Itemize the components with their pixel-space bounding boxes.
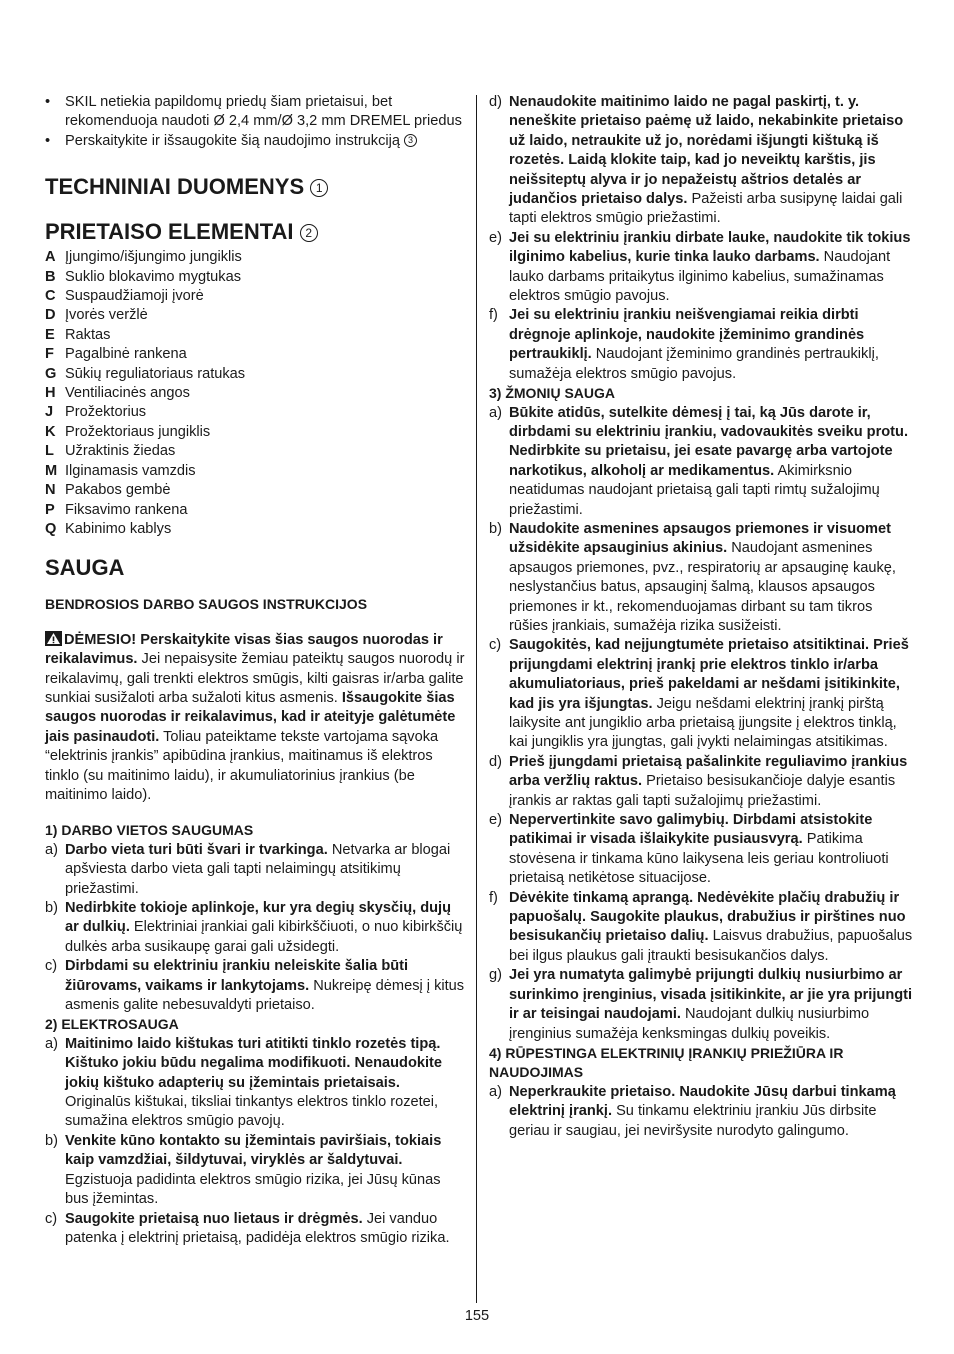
- safety-item: [489, 966, 914, 1044]
- techniniai-heading: [45, 174, 465, 200]
- safety-item: [45, 957, 465, 1015]
- intro-bullet-text: Perskaitykite ir išsaugokite šią naudojimo instrukciją: [65, 132, 400, 149]
- legend-label: Prožektorius: [65, 404, 147, 421]
- item-bold-text: Neperkraukite prietaiso. Naudokite Jūsų darbui tinkamą elektrinį įrankį.: [509, 1083, 896, 1120]
- legend-label: Užraktinis žiedas: [65, 443, 176, 460]
- legend-item: [45, 501, 465, 520]
- legend-item: [45, 462, 465, 481]
- intro-bullet-text: SKIL netiekia papildomų priedų šiam prietaisui, bet rekomenduoja naudoti Ø 2,4 mm/Ø 3,2 mm DREMEL priedus: [65, 94, 462, 130]
- item-bold-text: Saugokite prietaisą nuo lietaus ir drėgmės.: [65, 1210, 363, 1227]
- safety-item: [489, 636, 914, 752]
- safety-item: [489, 753, 914, 811]
- item-text: Akimirksnio neatidumas naudojant prietaisą gali tapti rimtų sužalojimų priežastimi.: [509, 462, 880, 518]
- safety-item: [45, 841, 465, 899]
- legend-item: [45, 306, 465, 325]
- item-text: Prietaiso besisukančioje dalyje esantis įrankis ar raktas gali tapti sužalojimų priežastimi.: [509, 773, 896, 809]
- legend-key: E: [45, 326, 55, 343]
- figure-ref-badge: 1: [310, 179, 328, 197]
- legend-label: Suklio blokavimo mygtukas: [65, 268, 242, 285]
- warning-text-1: Jei nepaisysite žemiau pateiktų saugos nuorodų ir reikalavimų, gali trenkti elektros smūgis, kilti gaisras ir/arba galite sunkiai susižaloti arba sužaloti kitus asmenis.: [45, 651, 465, 706]
- item-text: Egzistuoja padidinta elektros smūgio rizika, jei Jūsų kūnas bus įžemintas.: [65, 1171, 441, 1208]
- legend-key: J: [45, 404, 54, 421]
- warning-bold-1: DĖMESIO! Perskaitykite visas šias saugos nuorodas ir reikalavimus.: [45, 631, 443, 668]
- item-bold-text: Saugokitės, kad neįjungtumėte prietaiso atsitiktinai. Prieš prijungdami elektrinį įrankį prie elektros tinklo ir/arba akumuliatoriaus, prieš pakeldami ar nešdami įsitikinkite, kad jis yra išjungtas.: [509, 637, 909, 712]
- intro-bullet: [45, 132, 465, 151]
- item-text: Naudojant lauko darbams pritaikytus ilginimo kabelius, sumažinamas elektros smūgio pavojus.: [509, 249, 891, 305]
- item-label: f): [489, 889, 498, 906]
- legend-item: [45, 403, 465, 422]
- safety-item: [489, 93, 914, 229]
- elementai-title: PRIETAISO ELEMENTAI: [45, 219, 294, 245]
- legend-label: Kabinimo kablys: [65, 520, 172, 537]
- safety-item: [489, 404, 914, 520]
- legend-key: H: [45, 385, 56, 402]
- safety-item: [489, 811, 914, 889]
- legend-item: [45, 442, 465, 461]
- section3-title: 3) ŽMONIŲ SAUGA: [489, 385, 615, 402]
- legend-label: Ventiliacinės angos: [65, 385, 190, 402]
- legend-key: K: [45, 423, 56, 440]
- item-label: b): [45, 1132, 58, 1149]
- legend-label: Prožektoriaus jungiklis: [65, 423, 211, 440]
- sauga-heading: SAUGA: [45, 555, 125, 581]
- legend-key: F: [45, 346, 54, 363]
- section2-items-right: [489, 93, 914, 384]
- item-bold-text: Būkite atidūs, sutelkite dėmesį į tai, ką Jūs darote ir, dirbdami su elektriniu įrankiu, vadovaukitės sveiku protu. Nedirbkite su prietaisu, jei esate pavargę arba vartojote narkotikus, alkoholį ar medikamentus.: [509, 404, 909, 479]
- legend-label: Pagalbinė rankena: [65, 346, 187, 363]
- item-bold-text: Jei su elektriniu įrankiu neišvengiamai reikia dirbti drėgnoje aplinkoje, naudokite įžeminimo grandinės pertraukiklį.: [509, 307, 865, 363]
- page-number: 155: [464, 1308, 490, 1324]
- item-text: Laisvus drabužius, papuošalus bei ilgus plaukus gali įtraukti besisukančios dalys.: [509, 928, 913, 964]
- item-bold-text: Nedirbkite tokioje aplinkoje, kur yra degių skysčių, dujų ar dulkių.: [65, 900, 452, 936]
- legend-label: Pakabos gembė: [65, 482, 171, 499]
- legend-key: N: [45, 482, 56, 499]
- item-text: Patikima stovėsena ir tinkama kūno laikysena leis geriau kontroliuoti prietaisą netikėtose situacijose.: [509, 831, 889, 887]
- item-bold-text: Dėvėkite tinkamą aprangą. Nedėvėkite plačių drabužių ir papuošalų. Saugokite plaukus, drabužius ir pirštines nuo besisukančių prietaiso dalių.: [509, 889, 906, 945]
- item-label: c): [45, 1210, 58, 1227]
- safety-item: [45, 1210, 465, 1249]
- bullet-dot: •: [45, 94, 51, 110]
- section2-title: 2) ELEKTROSAUGA: [45, 1016, 179, 1033]
- legend-label: Sūkių reguliatoriaus ratukas: [65, 365, 246, 382]
- item-label: c): [45, 958, 58, 975]
- safety-item: [45, 1132, 465, 1210]
- legend-item: [45, 384, 465, 403]
- item-text: Pažeisti arba susipynę laidai gali tapti elektros smūgio priežastimi.: [509, 191, 903, 227]
- item-bold-text: Nepervertinkite savo galimybių. Dirbdami atsistokite patikimai ir visada išlaikykite pusiausvyrą.: [509, 812, 873, 848]
- safety-item: [45, 1035, 465, 1132]
- item-label: c): [489, 637, 502, 654]
- item-label: b): [489, 520, 502, 537]
- figure-ref-badge: 3: [404, 134, 417, 147]
- legend-item: [45, 345, 465, 364]
- item-bold-text: Darbo vieta turi būti švari ir tvarkinga.: [65, 841, 328, 858]
- item-label: e): [489, 812, 502, 829]
- item-text: Jeigu nešdami elektrinį įrankį pirštą laikysite ant jungiklio arba prietaisą įjungsite į elektros tinklą, kai jungiklis yra įjungtas, gali įvykti nelaimingas atsitikimas.: [509, 695, 897, 751]
- legend-key: C: [45, 288, 56, 305]
- section3-items: [489, 404, 914, 1044]
- item-text: Su tinkamu elektriniu įrankiu Jūs dirbsite geriau ir saugiau, jei neviršysite nurodyto galingumo.: [509, 1103, 877, 1139]
- item-label: b): [45, 900, 58, 916]
- legend-item: [45, 287, 465, 306]
- item-label: g): [489, 967, 502, 984]
- intro-bullet: [45, 93, 465, 132]
- safety-item: [489, 229, 914, 307]
- item-bold-text: Dirbdami su elektriniu įrankiu neleiskite šalia būti žiūrovams, vaikams ir lankytojams.: [65, 958, 409, 994]
- legend-key: D: [45, 307, 56, 324]
- legend-key: P: [45, 501, 55, 518]
- safety-item: [489, 889, 914, 967]
- legend-label: Įjungimo/išjungimo jungiklis: [65, 249, 242, 266]
- safety-item: [45, 899, 465, 957]
- item-label: d): [489, 753, 502, 770]
- safety-item: [489, 1083, 914, 1141]
- item-bold-text: Jei yra numatyta galimybė prijungti dulkių nusiurbimo ar surinkimo įrenginius, visada įsitikinkite, ar jie yra prijungti ir ar teisingai naudojami.: [509, 967, 913, 1023]
- legend-key: G: [45, 365, 57, 382]
- figure-ref-badge: 2: [300, 224, 318, 242]
- legend-item: [45, 268, 465, 287]
- bullet-dot: •: [45, 132, 51, 149]
- section2-items-left: [45, 1035, 465, 1248]
- parts-legend: [45, 248, 465, 539]
- safety-item: [489, 520, 914, 636]
- item-label: e): [489, 229, 502, 246]
- legend-label: Ilginamasis vamzdis: [65, 462, 196, 479]
- item-bold-text: Venkite kūno kontakto su įžemintais paviršiais, tokiais kaip vamzdžiai, šildytuvai, viryklės ar šaldytuvai.: [65, 1132, 442, 1169]
- legend-key: B: [45, 268, 56, 285]
- section1-title: 1) DARBO VIETOS SAUGUMAS: [45, 822, 254, 839]
- legend-item: [45, 520, 465, 539]
- item-text: Netvarka ar blogai apšviesta darbo vieta gali tapti nelaimingų atsitikimų priežastimi.: [65, 841, 451, 897]
- item-bold-text: Naudokite asmenines apsaugos priemones ir visuomet užsidėkite apsauginius akinius.: [509, 520, 891, 557]
- sauga-subtitle: BENDROSIOS DARBO SAUGOS INSTRUKCIJOS: [45, 596, 368, 613]
- item-label: f): [489, 307, 498, 324]
- legend-item: [45, 481, 465, 500]
- techniniai-title: TECHNINIAI DUOMENYS: [45, 174, 305, 200]
- item-label: d): [489, 94, 502, 110]
- legend-key: A: [45, 249, 56, 266]
- item-text: Nukreipę dėmesį į kitus asmenis galite nebesuvaldyti prietaiso.: [65, 977, 465, 1014]
- item-text: Originalūs kištukai, tiksliai tinkantys elektros tinklo rozetei, sumažina elektros smūgio pavojų.: [65, 1094, 439, 1130]
- item-bold-text: Maitinimo laido kištukas turi atitikti tinklo rozetės tipą. Kištuko jokiu būdu negalima modifikuoti. Nenaudokite jokių kištuko adapterių su įžemintais prietaisais.: [65, 1035, 443, 1091]
- legend-label: Raktas: [65, 326, 111, 343]
- legend-key: Q: [45, 520, 57, 537]
- legend-key: L: [45, 443, 54, 460]
- legend-label: Įvorės veržlė: [65, 307, 148, 324]
- item-text: Elektriniai įrankiai gali kibirkščiuoti, o nuo kibirkščių dulkės arba susikaupę garai gali užsidegti.: [65, 919, 463, 955]
- item-bold-text: Nenaudokite maitinimo laido ne pagal paskirtį, t. y. neneškite prietaiso paėmę už laido, nekabinkite prietaiso už laido, netraukite už jo, norėdami išjungti kištuką iš rozetės. Laidą klokite taip, kad jo neveiktų karštis, jis neišsiteptų alyva ir jo nepažeistų aštrios detalės ar judančios prietaiso dalys.: [509, 94, 904, 208]
- item-label: a): [489, 404, 502, 421]
- section4-items: [489, 1083, 914, 1141]
- legend-key: M: [45, 462, 58, 479]
- warning-text-2: Toliau pateiktame tekste vartojama sąvoka “elektrinis įrankis” apibūdina įrankius, maitinamus iš elektros tinklo (su maitinimo laidu), ir akumuliatorinius įrankius (be maitinimo laido).: [45, 728, 439, 803]
- warning-bold-2: Išsaugokite šias saugos nuorodas ir reikalavimus, kad ir ateityje galėtumėte jais pasinaudoti.: [45, 689, 456, 745]
- item-text: Naudojant įžeminimo grandinės pertraukiklį, sumažėja elektros smūgio pavojus.: [509, 346, 879, 382]
- item-text: Jei vanduo patenka į elektrinį prietaisą, padidėja elektros smūgio rizika.: [65, 1210, 450, 1246]
- section4-title: 4) RŪPESTINGA ELEKTRINIŲ ĮRANKIŲ PRIEŽIŪRA IR NAUDOJIMAS: [489, 1044, 844, 1081]
- section1-items: [45, 841, 465, 1016]
- item-text: Naudojant dulkių nusiurbimo įrenginius sumažėja kenksmingas dulkių poveikis.: [509, 1006, 870, 1042]
- legend-label: Fiksavimo rankena: [65, 501, 188, 518]
- item-bold-text: Jei su elektriniu įrankiu dirbate lauke, naudokite tik tokius ilginimo kabelius, kurie tinka lauko darbams.: [509, 229, 911, 266]
- legend-item: [45, 326, 465, 345]
- warning-paragraph: [45, 631, 465, 806]
- safety-item: [489, 306, 914, 384]
- item-label: a): [45, 841, 58, 858]
- legend-item: [45, 248, 465, 267]
- left-column: [45, 93, 465, 1248]
- item-bold-text: Prieš įjungdami prietaisą pašalinkite reguliavimo įrankius arba veržlių raktus.: [509, 753, 908, 790]
- item-text: Naudojant asmenines apsaugos priemones, pvz., respiratorių ar apsauginę kaukę, neslystančius batus, apsauginį šalmą, klausos apsaugos priemones ir kt., rekomenduojamas dirbant su tam tikros rūšies įrankiais, sumažėja rizika susižeisti.: [509, 540, 896, 634]
- elementai-heading: [45, 219, 465, 245]
- item-label: a): [489, 1083, 502, 1100]
- legend-label: Suspaudžiamoji įvorė: [65, 288, 204, 305]
- right-column: [489, 93, 914, 1141]
- warning-triangle-icon: [45, 631, 62, 646]
- item-label: a): [45, 1035, 58, 1052]
- legend-item: [45, 423, 465, 442]
- legend-item: [45, 365, 465, 384]
- column-divider: [476, 95, 477, 1303]
